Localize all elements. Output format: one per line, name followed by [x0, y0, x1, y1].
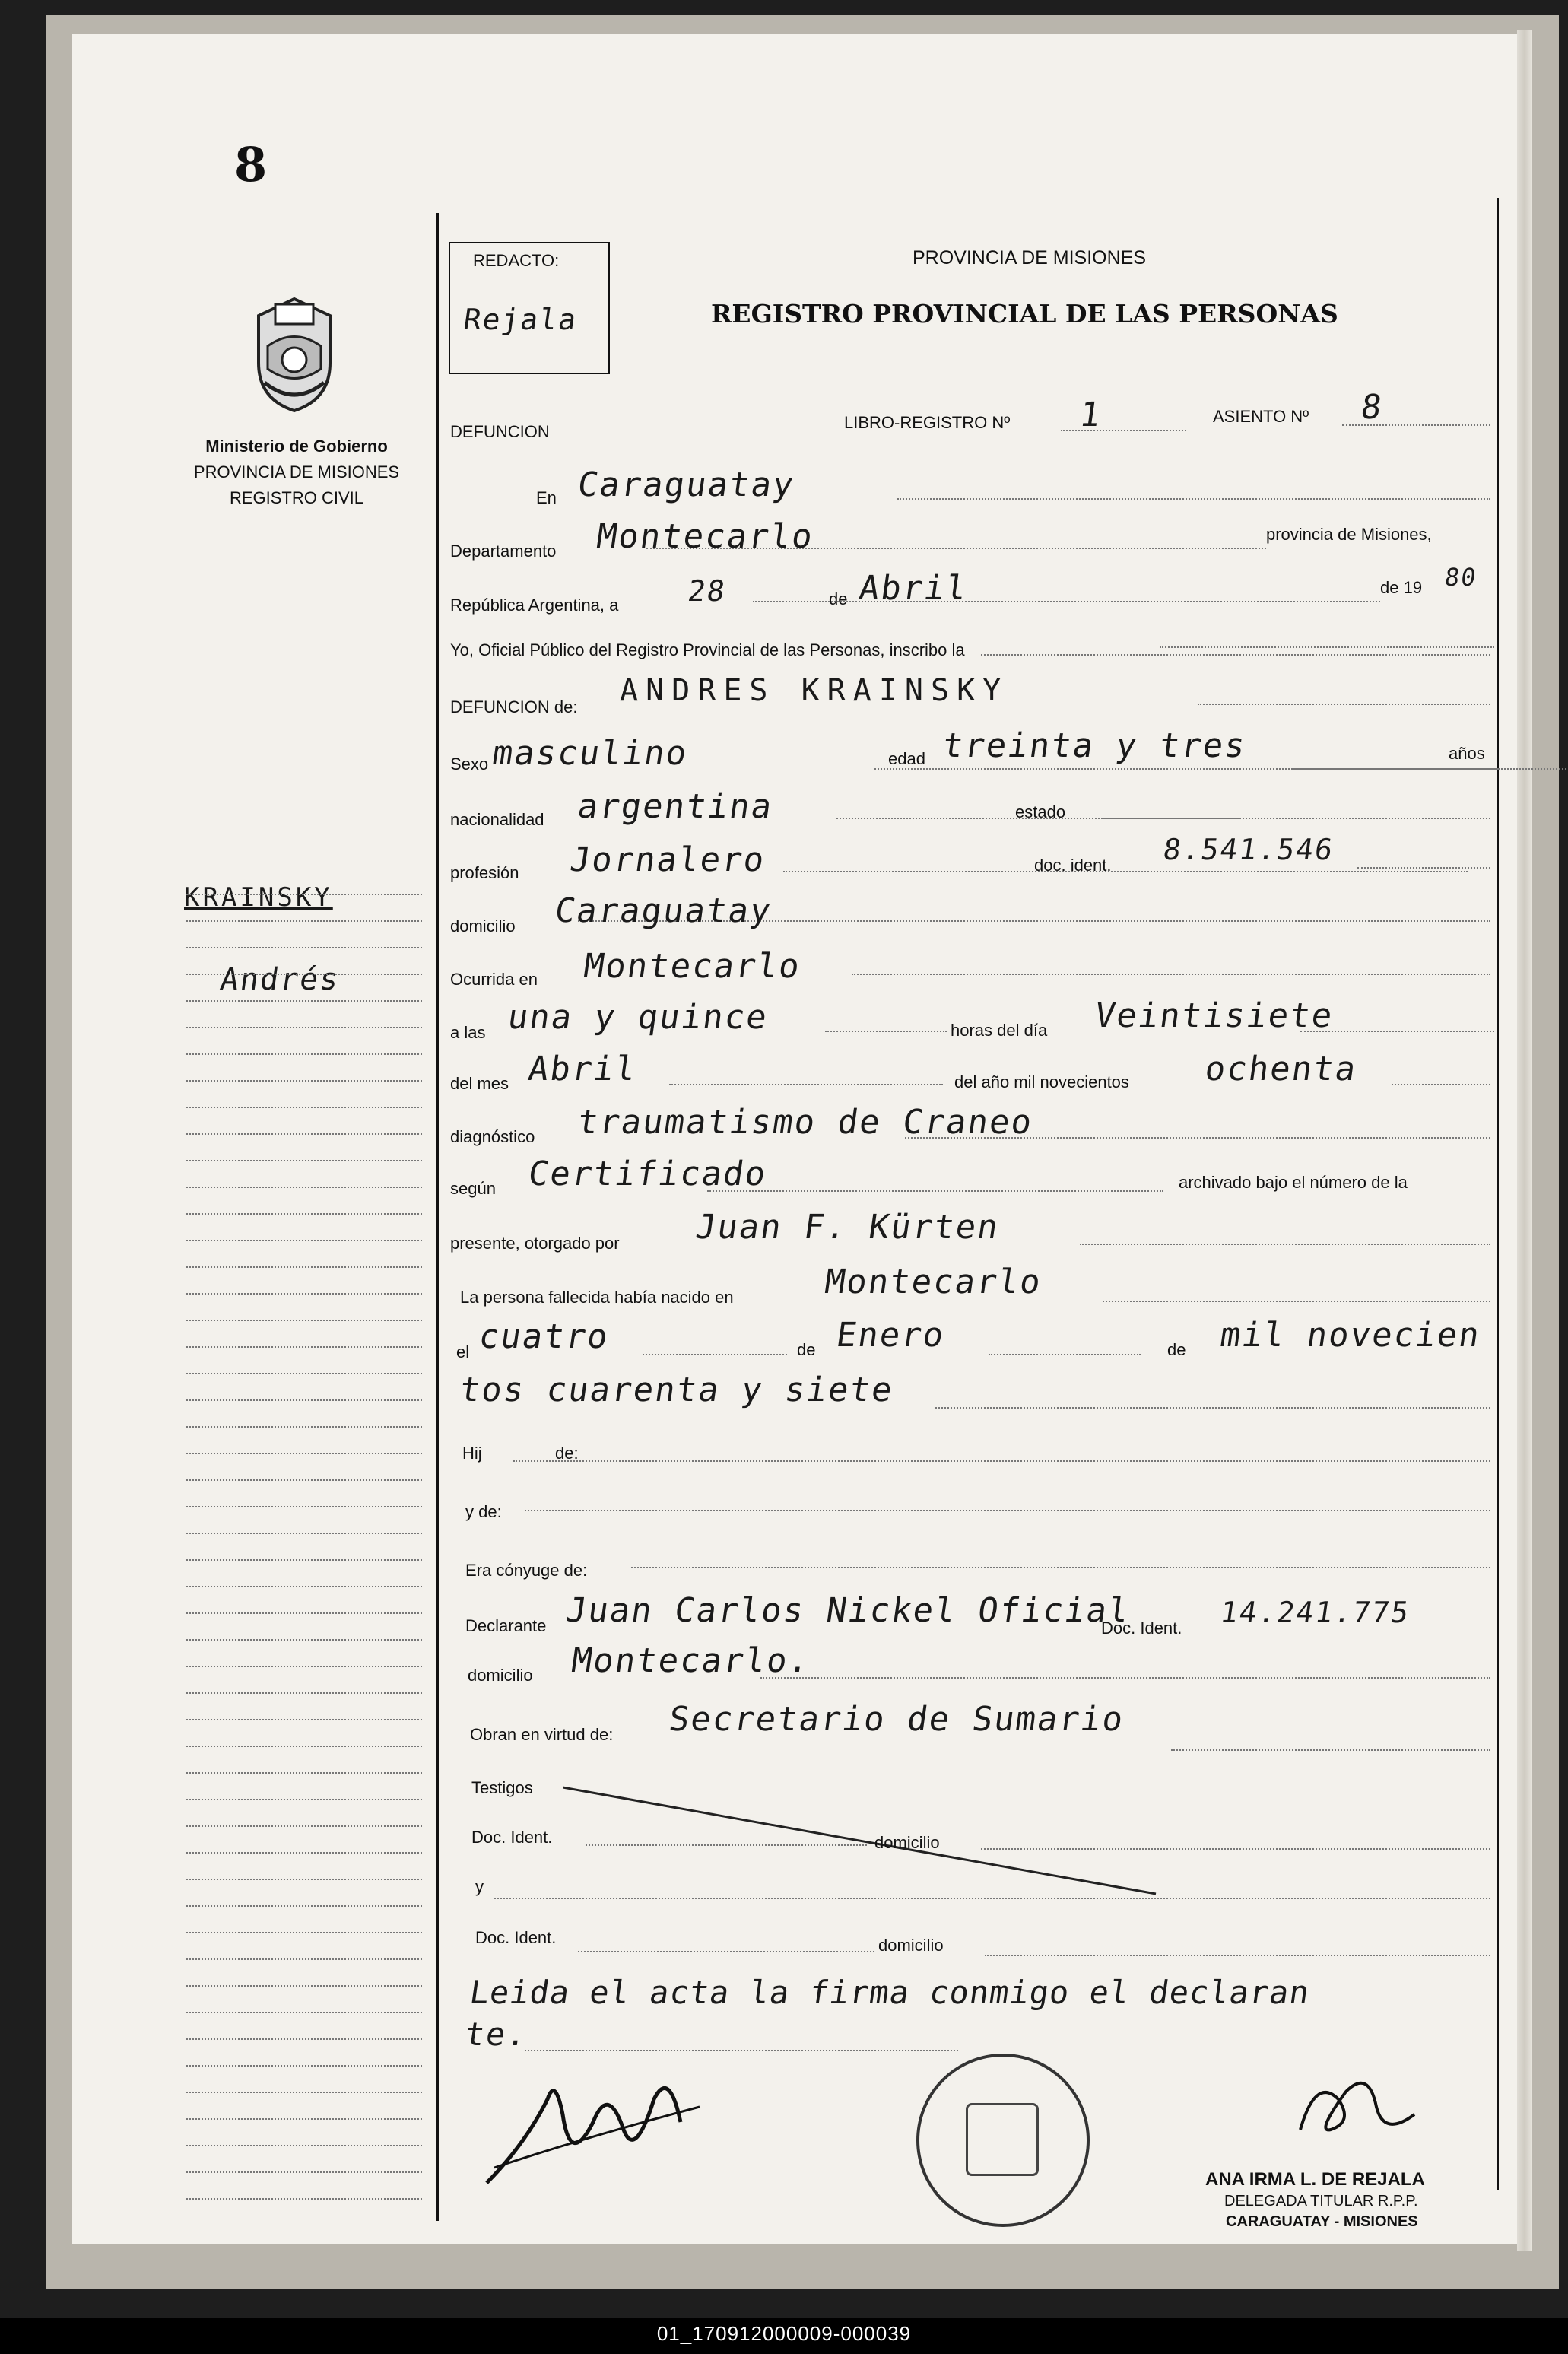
declarante-value: Juan Carlos Nickel Oficial — [563, 1591, 1133, 1630]
margin-rule — [186, 1879, 422, 1880]
registry-civil: REGISTRO CIVIL — [229, 488, 364, 507]
margin-rule — [186, 1293, 422, 1295]
margin-rule — [186, 1506, 422, 1507]
closing-line-2: te. — [462, 2016, 531, 2053]
margin-rule — [186, 1559, 422, 1561]
form-rule — [669, 1084, 943, 1085]
form-rule — [1103, 818, 1490, 819]
form-rule — [1357, 867, 1490, 869]
delmes-value: Abril — [525, 1050, 640, 1088]
departamento-value: Montecarlo — [594, 517, 817, 556]
en-value: Caraguatay — [575, 465, 798, 504]
profesion-label: profesión — [450, 863, 519, 882]
margin-rule — [186, 1533, 422, 1534]
province-name: PROVINCIA DE MISIONES — [193, 462, 400, 481]
alas-value: una y quince — [505, 998, 771, 1037]
libro-line — [1061, 430, 1186, 431]
margin-rule — [186, 1692, 422, 1694]
testigos-label: Testigos — [471, 1778, 533, 1797]
form-rule — [985, 1955, 1490, 1956]
coat-of-arms-emblem — [245, 293, 344, 415]
el-label: el — [456, 1342, 470, 1361]
form-rule — [643, 1354, 787, 1355]
margin-rule — [186, 1000, 422, 1002]
presente-value: Juan F. Kürten — [693, 1208, 1002, 1247]
margin-rule — [186, 1825, 422, 1827]
sexo-label: Sexo — [450, 754, 489, 774]
sexo-value: masculino — [490, 734, 691, 773]
form-rule — [525, 2050, 958, 2051]
mes2-value: Enero — [833, 1316, 948, 1355]
hij-label: Hij — [462, 1444, 482, 1463]
asiento-value: 8 — [1358, 388, 1386, 427]
margin-rule — [186, 920, 422, 922]
margin-rule — [186, 1266, 422, 1268]
obran-value: Secretario de Sumario — [666, 1700, 1127, 1739]
margin-rule — [186, 1746, 422, 1747]
margin-rule — [186, 1426, 422, 1428]
doc-ident-label: doc. ident. — [1034, 856, 1112, 875]
page-edge — [1517, 30, 1532, 2251]
diagnostico-value: traumatismo de Craneo — [575, 1103, 1036, 1142]
form-rule — [935, 1407, 1490, 1409]
el-value: cuatro — [476, 1317, 612, 1356]
profesion-value: Jornalero — [567, 840, 769, 879]
margin-rule — [186, 2171, 422, 2173]
margin-rule — [186, 1905, 422, 1907]
form-rule — [578, 1951, 874, 1952]
provincia-suffix: provincia de Misiones, — [1266, 525, 1432, 544]
form-rule — [981, 654, 1490, 656]
margin-rule — [186, 1719, 422, 1720]
form-rule — [1160, 646, 1494, 648]
margin-rule — [186, 1213, 422, 1215]
segun-label: según — [450, 1179, 496, 1198]
margin-rule — [186, 1160, 422, 1161]
domicilio-value: Caraguatay — [552, 891, 775, 930]
witness-strike-line — [563, 1780, 1171, 1901]
form-rule — [825, 1031, 947, 1032]
form-rule — [1103, 1301, 1490, 1302]
nacido-value: Montecarlo — [822, 1263, 1045, 1301]
decl-dom-value: Montecarlo. — [569, 1641, 813, 1680]
margin-given-name: Andrés — [217, 962, 342, 997]
margin-rule — [186, 1479, 422, 1481]
margin-rule — [186, 2065, 422, 2067]
conyuge-label: Era cónyuge de: — [465, 1561, 588, 1580]
margin-rule — [186, 1080, 422, 1082]
margin-rule — [186, 1932, 422, 1933]
form-rule — [1080, 1244, 1490, 1245]
closing-line-1: Leida el acta la firma conmigo el declaran — [467, 1974, 1312, 2011]
margin-rule — [186, 2198, 422, 2200]
form-right-border — [1497, 198, 1499, 2190]
month-value: Abril — [856, 569, 971, 608]
anos-label: años — [1449, 744, 1485, 763]
redacto-box — [449, 242, 610, 374]
margin-rule — [186, 1666, 422, 1667]
registry-title: REGISTRO PROVINCIAL DE LAS PERSONAS — [711, 299, 1338, 329]
ocurrida-label: Ocurrida en — [450, 970, 538, 989]
testigo2-doc-label: Doc. Ident. — [475, 1928, 557, 1947]
testigo1-doc-label: Doc. Ident. — [471, 1828, 553, 1847]
doc-ident-value: 8.541.546 — [1160, 833, 1336, 866]
edad-value: treinta y tres — [940, 726, 1249, 765]
form-rule — [989, 1354, 1141, 1355]
libro-label: LIBRO-REGISTRO Nº — [844, 413, 1011, 432]
margin-rule — [186, 1958, 422, 1960]
diagnostico-label: diagnóstico — [450, 1127, 535, 1146]
testigo1-dom-label: domicilio — [874, 1833, 940, 1852]
hij-de-label: de: — [555, 1444, 579, 1463]
form-rule — [707, 1190, 1163, 1192]
margin-rule — [186, 1586, 422, 1587]
margin-rule — [186, 1320, 422, 1321]
margin-rule — [186, 1027, 422, 1028]
asiento-line — [1342, 424, 1490, 426]
ministry-name: Ministerio de Gobierno — [205, 437, 388, 456]
defuncion-de-value: ANDRES KRAINSKY — [620, 673, 1009, 708]
form-rule — [1293, 768, 1498, 770]
nacionalidad-value: argentina — [575, 787, 776, 826]
margin-rule — [186, 2038, 422, 2040]
form-frame-line — [436, 213, 439, 2221]
margin-rule — [186, 947, 422, 948]
obran-label: Obran en virtud de: — [470, 1725, 614, 1744]
decl-dom-label: domicilio — [468, 1666, 533, 1685]
day-value: 28 — [685, 574, 728, 608]
margin-rule — [186, 1639, 422, 1641]
delano-label: del año mil novecientos — [954, 1072, 1129, 1091]
year-prefix: de 19 — [1380, 578, 1423, 597]
margin-rule — [186, 1799, 422, 1800]
alas-label: a las — [450, 1023, 486, 1042]
official-signature — [1285, 2069, 1437, 2145]
horas-label: horas del día — [951, 1021, 1048, 1040]
margin-rule — [186, 1133, 422, 1135]
form-rule — [897, 498, 1490, 500]
form-rule — [852, 974, 1490, 975]
image-identifier: 01_170912000009-000039 — [656, 2322, 912, 2345]
delmes-label: del mes — [450, 1074, 509, 1093]
margin-rule — [186, 1346, 422, 1348]
margin-rule — [186, 1612, 422, 1614]
en-label: En — [536, 488, 557, 507]
province-title: PROVINCIA DE MISIONES — [913, 247, 1147, 268]
form-rule — [1392, 1084, 1490, 1085]
oficial-text: Yo, Oficial Público del Registro Provincial de las Personas, inscribo la — [450, 640, 965, 659]
margin-rule — [186, 2118, 422, 2120]
form-rule — [525, 1510, 1490, 1511]
yde-label: y de: — [465, 1502, 502, 1521]
asiento-label: ASIENTO Nº — [1213, 407, 1309, 426]
horas-value: Veintisiete — [1092, 996, 1336, 1035]
de-label: de — [829, 589, 848, 608]
form-rule — [1198, 704, 1490, 705]
defuncion-de-label: DEFUNCION de: — [450, 697, 578, 716]
decl-doc-value: 14.241.775 — [1217, 1596, 1412, 1629]
year-value: 80 — [1443, 563, 1480, 592]
form-rule — [783, 871, 1468, 872]
nacionalidad-label: nacionalidad — [450, 810, 544, 829]
de3-label: de — [1167, 1340, 1186, 1359]
official-place: CARAGUATAY - MISIONES — [1226, 2213, 1418, 2230]
margin-rule — [186, 1373, 422, 1374]
form-rule — [513, 1460, 1490, 1462]
ano2-value: mil novecien — [1217, 1316, 1484, 1355]
form-rule — [760, 1677, 1490, 1679]
testigo-y-label: y — [475, 1877, 484, 1896]
margin-rule — [186, 1399, 422, 1401]
testigo2-dom-label: domicilio — [878, 1936, 944, 1955]
decl-doc-label: Doc. Ident. — [1101, 1619, 1182, 1638]
margin-rule — [186, 894, 422, 895]
estado-label: estado — [1015, 802, 1066, 821]
domicilio-label: domicilio — [450, 917, 516, 936]
margin-rule — [186, 2012, 422, 2013]
archivado-label: archivado bajo el número de la — [1179, 1173, 1408, 1192]
margin-rule — [186, 1053, 422, 1055]
edad-label: edad — [888, 749, 925, 768]
republica-label: República Argentina, a — [450, 596, 619, 615]
nacido-label: La persona fallecida había nacido en — [460, 1288, 734, 1307]
margin-rule — [186, 1107, 422, 1108]
redacto-signature: Rejala — [461, 303, 580, 336]
act-type-label: DEFUNCION — [450, 422, 550, 441]
page-number: 8 — [234, 137, 268, 192]
margin-rule — [186, 1240, 422, 1241]
margin-rule — [186, 1772, 422, 1774]
margin-surname: KRAINSKY — [184, 882, 333, 913]
segun-value: Certificado — [525, 1155, 770, 1193]
redacto-label: REDACTO: — [473, 251, 560, 270]
form-rule — [1171, 1749, 1490, 1751]
margin-rule — [186, 1852, 422, 1854]
ministry-block — [152, 434, 441, 511]
form-rule — [631, 1567, 1490, 1568]
official-title: DELEGADA TITULAR R.P.P. — [1224, 2193, 1418, 2209]
ocurrida-value: Montecarlo — [581, 947, 804, 986]
margin-rule — [186, 2092, 422, 2093]
official-name: ANA IRMA L. DE REJALA — [1205, 2169, 1425, 2190]
seal-emblem — [966, 2103, 1039, 2176]
ano2-continuation: tos cuarenta y siete — [457, 1371, 897, 1409]
margin-rule — [186, 974, 422, 975]
de2-label: de — [797, 1340, 816, 1359]
declarante-label: Declarante — [465, 1616, 547, 1635]
presente-label: presente, otorgado por — [450, 1234, 620, 1253]
delano-value: ochenta — [1202, 1050, 1360, 1088]
margin-rule — [186, 1985, 422, 1987]
declarant-signature — [479, 2054, 707, 2198]
margin-rule — [186, 1453, 422, 1454]
departamento-label: Departamento — [450, 542, 557, 561]
libro-value: 1 — [1077, 396, 1105, 434]
margin-rule — [186, 2145, 422, 2146]
margin-rule — [186, 1187, 422, 1188]
